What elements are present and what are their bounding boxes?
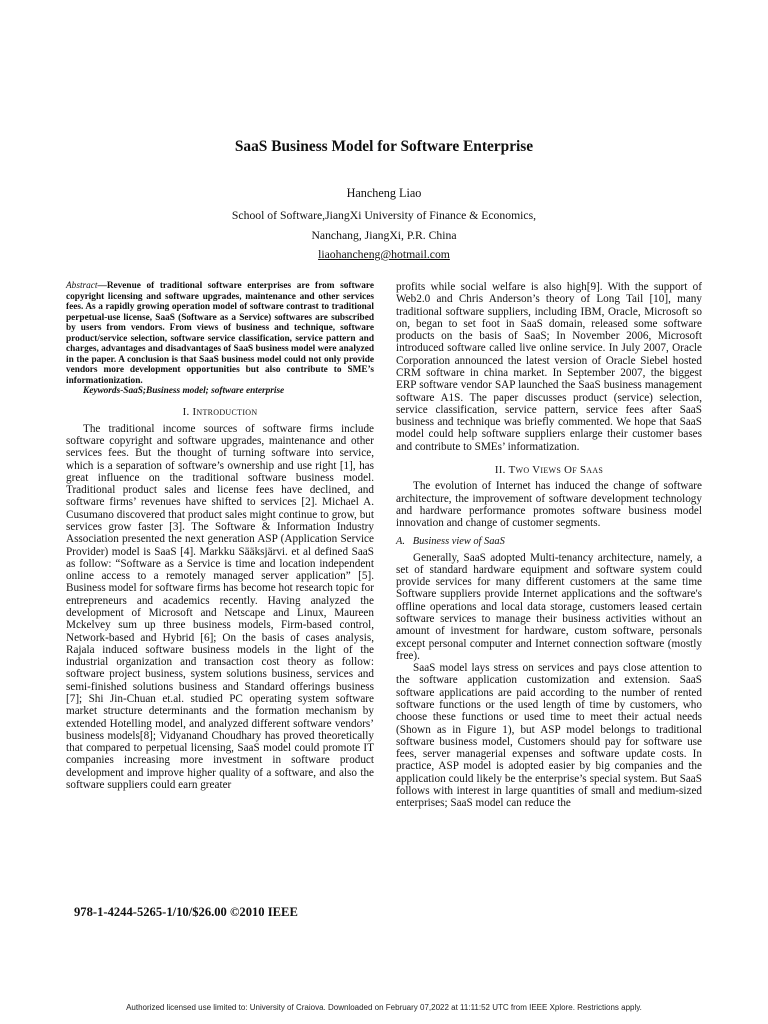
isbn-copyright: 978-1-4244-5265-1/10/$26.00 ©2010 IEEE (74, 905, 298, 919)
section-numeral: I. (182, 406, 190, 419)
keywords: Keywords-SaaS;Business model; software enterprise (83, 386, 285, 397)
subsection-paragraph-2: SaaS model lays stress on services and pays close attention to the software application customization and extension. SaaS software applications are paid according to the number of rented software functions or the used length of time by customers, who choose these functions or used time to meet their actual needs (Shown as in Figure 1), but ASP model belongs to traditional software business model, Customers should pay for software use fees, server managerial expenses and software update costs. In practice, ASP model is adopted easier by big companies and the application could likely be the enterprise’s special system. But SaaS follows with interest in large quantities of small and medium-sized enterprises; SaaS model can reduce the (396, 662, 702, 810)
subsection-title: Business view of SaaS (412, 536, 505, 548)
abstract (66, 281, 374, 386)
license-footer: Authorized licensed use limited to: University of Craiova. Downloaded on February 07,2022 at 11:11:52 UTC from IEEE Xplore. Restrictions apply. (126, 1003, 642, 1012)
author-name: Hancheng Liao (346, 186, 422, 200)
left-column (66, 281, 374, 791)
section-heading-two-views (396, 464, 702, 476)
introduction-paragraph: The traditional income sources of software firms include software copyright and software upgrades, maintenance and other services fees. But the thought of turning software into service, which is a separation of software’s ownership and use right [1], has great influence on the traditional software business model. Traditional product sales and license fees have declined, and software firms’ revenues have shifted to services [2]. Michael A. Cusumano discovered that product sales might continue to grow, but services grow faster [3]. The Software & Information Industry Association presented the next generation ASP (Application Service Provider) model is SaaS [4]. Markku Sääksjärvi. et al defined SaaS as follow: “Software as a Service is time and location independent online access to a remotely managed server application” [5]. Business model for software firms has become hot research topic for entrepreneurs and academics recently. Having analyzed the development of Microsoft and Netscape and Linux, Maureen Mckelvey sum up three business models, Firm-based control, Network-based and Hybrid [6]; On the basis of cases analysis, Rajala induced software business models in the light of the industrial organization and transaction cost theory as follow: software project business, system solutions business, services and semi-finished solutions business and Standard offerings business [7]; Shi Jin-Chuan et.al. studied PC operating system software market structure determinants and the formation mechanism by extended Hotelling model, and analyzed different software vendors’ business models[8]; Vidyanand Choudhary has proved theoretically that compared to perpetual licensing, SaaS model could promote IT companies increasing more investment in software product development and improve higher quality of a software, and also the software suppliers could earn greater (66, 422, 374, 791)
subsection-paragraph-1: Generally, SaaS adopted Multi-tenancy architecture, namely, a set of standard hardware equipment and software system could provide services for many different customers at the same time Software suppliers provide Internet applications and the software's offline operations and local data storage, customers leased certain software services to manage their business activities without an amount of investment for hardware, custom software, personals except personal computer and Internet connection software (mostly free). (396, 551, 702, 662)
section2-paragraph: The evolution of Internet has induced the change of software architecture, the improvement of software development technology and hardware performance promotes software business model innovation and change of customer segments. (396, 480, 702, 530)
email-link[interactable]: liaohancheng@hotmail.com (318, 248, 450, 261)
section-title: Two Views Of Saas (508, 463, 604, 476)
subsection-heading (396, 536, 702, 548)
section-heading-introduction (66, 406, 374, 418)
author-email (0, 247, 768, 263)
affiliation-line-2: Nanchang, JiangXi, P.R. China (311, 229, 457, 242)
abstract-label: Abstract (66, 281, 98, 291)
affiliation-line-1: School of Software,JiangXi University of Finance & Economics, (231, 209, 537, 222)
section-title: Introduction (192, 406, 258, 419)
abstract-text: —Revenue of traditional software enterprises are from software copyright licensing and software upgrades, maintenance and other services fees. As a rapidly growing operation model of software contrast to traditional perpetual-use license, SaaS (Software as a Service) softwares are subscribed by users from vendors. From views of business and technique, software product/service selection, software service classification, service pattern and charges, advantages and disadvantages of SaaS business model were analyzed in the paper. A conclusion is that SaaS business model could not only provide vendors more development opportunities but also contribute to SME’s informationization. (66, 281, 374, 386)
continuation-paragraph: profits while social welfare is also high[9]. With the support of Web2.0 and Chris Anderson’s theory of Long Tail [10], many traditional software suppliers, including IBM, Oracle, Microsoft so on, began to set foot in SaaS domain, released some software products on the basis of SaaS; In November 2006, Microsoft introduced software called live online service. In July 2007, Oracle Corporation announced the latest version of Oracle Siebel hosted CRM software in china market. In September 2007, the biggest ERP software vendor SAP launched the SaaS business management software A1S. The paper discusses product (service) selection, service classification, service pattern, service fees after SaaS business and technique was briefly commented. We hope that SaaS model could help software suppliers enlarge their customer bases and contribute to SMEs’ informatization. (396, 281, 702, 453)
right-column (396, 281, 702, 810)
paper-title: SaaS Business Model for Software Enterprise (234, 138, 534, 155)
subsection-label: A. (396, 536, 405, 548)
section-numeral: II. (494, 463, 506, 476)
